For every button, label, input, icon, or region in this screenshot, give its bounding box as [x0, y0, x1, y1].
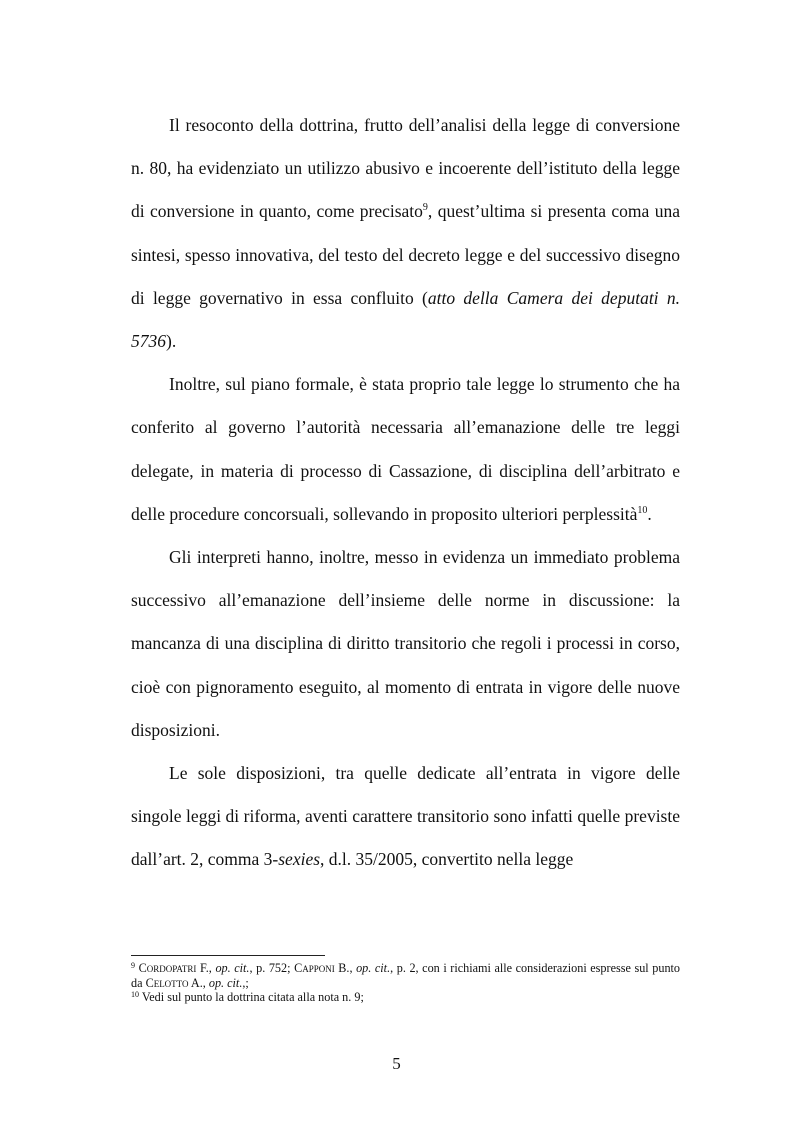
paragraph-2-text-b: .	[647, 503, 652, 524]
footnote-10	[131, 990, 680, 1005]
footnote-text: ,;	[242, 975, 249, 990]
footnote-separator	[131, 955, 325, 956]
footnote-text: , p. 752;	[249, 961, 295, 975]
paragraph-2-text-a: Inoltre, sul piano formale, è stata proprio tale legge lo strumento che ha conferito al governo l’autorità necessaria all’emanazione delle tre leggi delegate, in materia di processo di Cassazione, di disciplina dell’arbitrato e delle procedure concorsuali, sollevando in proposito ulteriori perplessità	[131, 374, 680, 524]
footnote-author: Cordopatri	[138, 961, 197, 975]
footnote-author: Capponi	[294, 961, 335, 975]
paragraph-4-text-b: , d.l. 35/2005, convertito nella legge	[320, 849, 574, 870]
footnotes	[131, 961, 680, 1005]
footnote-text: , p. 2, con i richiami alle considerazioni espresse sul punto da	[131, 961, 681, 990]
paragraph-2	[131, 363, 680, 536]
footnote-text: A.,	[188, 975, 209, 990]
paragraph-1	[131, 104, 680, 363]
paragraph-4	[131, 752, 680, 882]
footnote-ref-9[interactable]: 9	[422, 202, 428, 214]
footnote-author: Celotto	[145, 975, 189, 990]
footnote-italic: op. cit.	[208, 975, 243, 990]
paragraph-1-text-a: Il resoconto della dottrina, frutto dell’analisi della legge di conversione n. 80, ha evidenziato un utilizzo abusivo e incoerente dell’istituto della legge di conversione in quanto, come precisato	[131, 115, 680, 222]
paragraph-1-text-c: ).	[166, 331, 177, 352]
footnote-10-number: 10	[131, 990, 139, 1000]
footnote-italic: op. cit.	[215, 961, 250, 975]
paragraph-4-text-a: Le sole disposizioni, tra quelle dedicate all’entrata in vigore delle singole leggi di riforma, aventi carattere transitorio sono infatti quelle previste dall’art. 2, comma 3-	[131, 763, 680, 870]
footnote-ref-10[interactable]: 10	[637, 504, 648, 516]
paragraph-1-text-b: , quest’ultima si presenta coma una sintesi, spesso innovativa, del testo del decreto legge e del successivo disegno di legge governativo in essa confluito (	[131, 201, 680, 308]
paragraph-1-italic: atto della Camera dei deputati n. 5736	[131, 287, 680, 352]
footnote-text: Vedi sul punto la dottrina citata alla nota n. 9;	[139, 990, 364, 1005]
footnote-text: B.,	[334, 961, 357, 975]
page-number: 5	[392, 1054, 401, 1073]
footnote-9	[131, 961, 680, 990]
footnote-text: F.,	[196, 961, 216, 975]
paragraph-4-italic: sexies	[278, 849, 321, 870]
paragraph-3: Gli interpreti hanno, inoltre, messo in evidenza un immediato problema successivo all’emanazione dell’insieme delle norme in discussione: la mancanza di una disciplina di diritto transitorio che regoli i processi in corso, cioè con pignoramento eseguito, al momento di entrata in vigore delle nuove disposizioni.	[131, 547, 680, 740]
body-text	[131, 104, 680, 882]
footnote-9-number: 9	[131, 961, 135, 970]
footnote-italic: op. cit.	[356, 961, 391, 975]
